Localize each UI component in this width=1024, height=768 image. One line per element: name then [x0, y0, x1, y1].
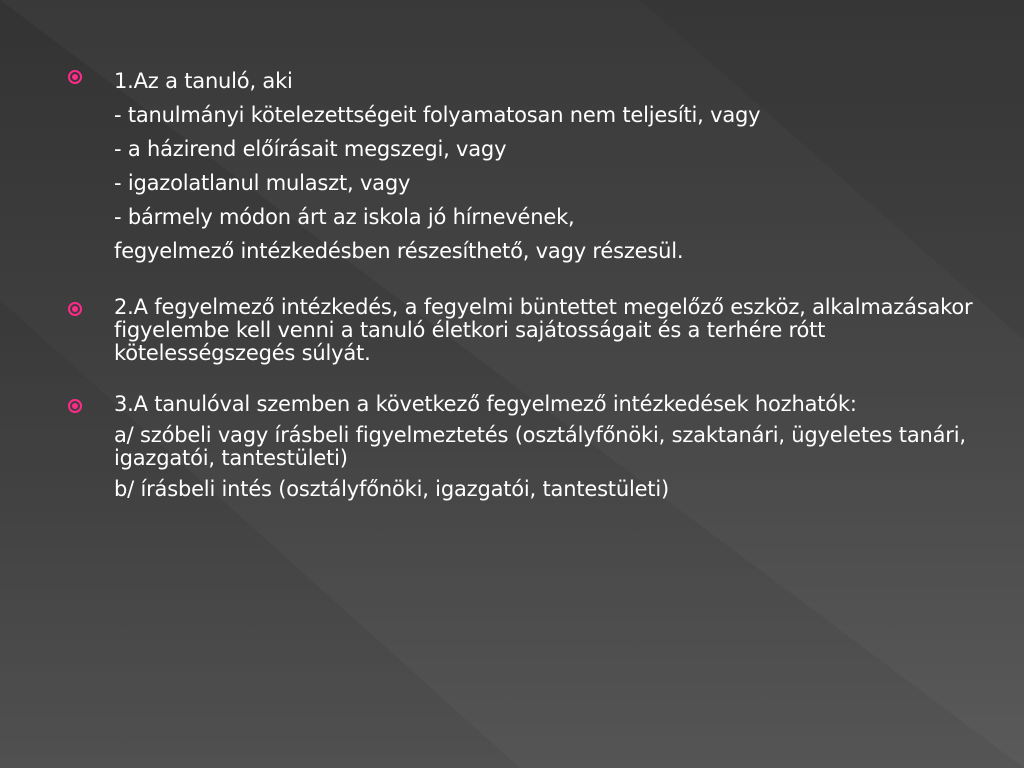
- item-1-line-2: - tanulmányi kötelezettségeit folyamatosan nem teljesíti, vagy: [114, 103, 761, 127]
- item-1-line-6: fegyelmező intézkedésben részesíthető, vagy részesül.: [114, 239, 684, 263]
- item-1-line-3: - a házirend előírásait megszegi, vagy: [114, 137, 507, 161]
- item-1-line-1: 1.Az a tanuló, aki: [114, 69, 293, 93]
- bullet-item-3: [68, 393, 988, 501]
- slide-content: [68, 64, 988, 529]
- item-2-text: 2.A fegyelmező intézkedés, a fegyelmi büntettet megelőző eszköz, alkalmazásakor figyelembe kell venni a tanuló életkori sajátosságait és a terhére rótt kötelességszegés súlyát.: [114, 295, 973, 365]
- item-1-line-4: - igazolatlanul mulaszt, vagy: [114, 171, 411, 195]
- bullet-circle-icon: [68, 302, 82, 316]
- bullet-item-2: [68, 296, 988, 365]
- bullet-circle-icon: [68, 399, 82, 413]
- item-3-sub-a: a/ szóbeli vagy írásbeli figyelmeztetés (osztályfőnöki, szaktanári, ügyeletes tanári, igazgatói, tantestületi): [114, 423, 966, 470]
- bullet-circle-icon: [68, 70, 82, 84]
- bullet-item-1: [68, 64, 988, 268]
- item-3-text: 3.A tanulóval szemben a következő fegyelmező intézkedések hozhatók:: [114, 392, 857, 416]
- item-3-sub-b: b/ írásbeli intés (osztályfőnöki, igazgatói, tantestületi): [114, 477, 669, 501]
- item-1-line-5: - bármely módon árt az iskola jó hírnevének,: [114, 205, 575, 229]
